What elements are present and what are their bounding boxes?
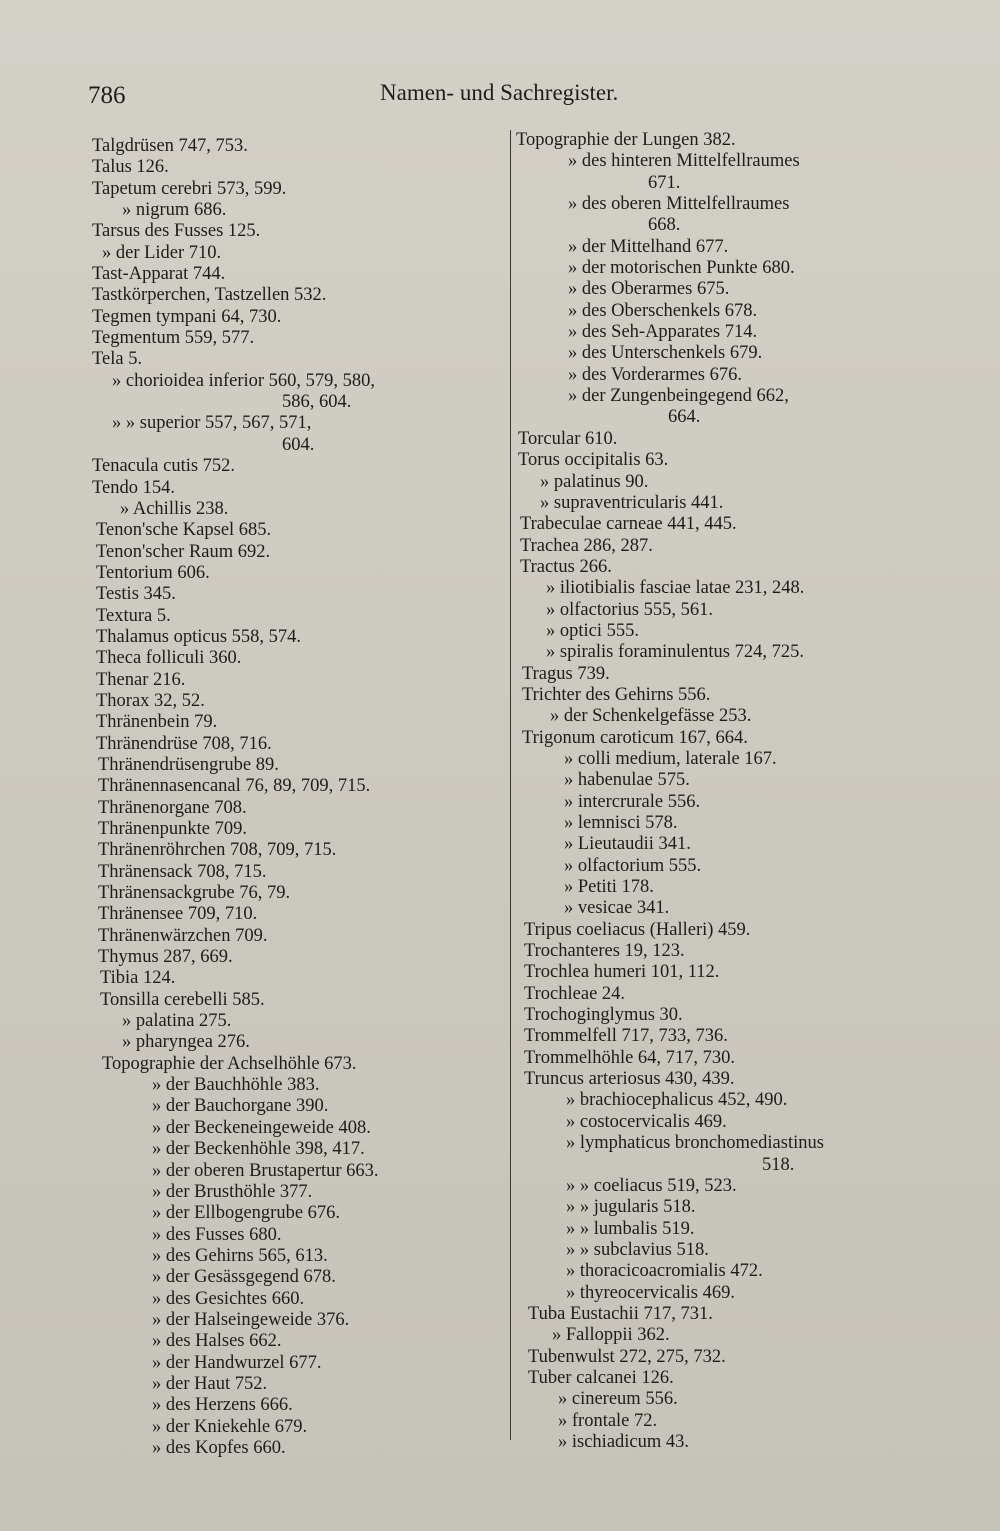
index-entry: Tractus 266. <box>520 556 612 577</box>
index-entry: Tubenwulst 272, 275, 732. <box>528 1346 726 1367</box>
index-entry: » der Beckenhöhle 398, 417. <box>152 1139 365 1160</box>
index-entry: Thränendrüse 708, 716. <box>96 733 272 754</box>
index-entry: » des Herzens 666. <box>152 1395 293 1416</box>
page-number: 786 <box>88 82 126 109</box>
index-entry: 668. <box>648 215 681 236</box>
index-entry: Thränenbein 79. <box>96 712 218 733</box>
index-entry: » olfactorium 555. <box>564 855 702 876</box>
index-entry: » der Zungenbeingegend 662, <box>568 386 789 407</box>
index-entry: Tragus 739. <box>522 663 610 684</box>
index-entry: » palatinus 90. <box>540 471 649 492</box>
index-entry: 518. <box>762 1154 795 1175</box>
index-entry: » der Schenkelgefässe 253. <box>550 706 752 727</box>
index-entry: » optici 555. <box>546 620 640 641</box>
index-entry: Trommelfell 717, 733, 736. <box>524 1026 728 1047</box>
index-entry: Trochleae 24. <box>524 983 626 1004</box>
index-entry: » der Bauchorgane 390. <box>152 1096 329 1117</box>
index-entry: Tastkörperchen, Tastzellen 532. <box>92 285 327 306</box>
index-entry: 604. <box>282 434 315 455</box>
index-entry: Tegmen tympani 64, 730. <box>92 306 282 327</box>
index-entry: » des Kopfes 660. <box>152 1437 286 1458</box>
index-entry: Thenar 216. <box>96 669 186 690</box>
index-entry: » der Beckeneingeweide 408. <box>152 1117 371 1138</box>
index-entry: » des Vorderarmes 676. <box>568 364 743 385</box>
index-entry: » der Kniekehle 679. <box>152 1416 308 1437</box>
index-entry: Topographie der Lungen 382. <box>516 130 736 150</box>
index-entry: » » coeliacus 519, 523. <box>566 1175 737 1196</box>
index-entry: » thyreocervicalis 469. <box>566 1282 736 1303</box>
index-entry: Thymus 287, 669. <box>98 947 233 968</box>
index-entry: Talus 126. <box>92 157 169 178</box>
index-entry: » spiralis foraminulentus 724, 725. <box>546 642 804 663</box>
index-entry: 586, 604. <box>282 392 352 413</box>
index-entry: Trochlea humeri 101, 112. <box>524 962 720 983</box>
index-entry: » des Seh-Apparates 714. <box>568 322 758 343</box>
index-entry: » des Gehirns 565, 613. <box>152 1245 328 1266</box>
index-entry: » thoracicoacromialis 472. <box>566 1261 763 1282</box>
index-entry: Thränenwärzchen 709. <box>98 925 268 946</box>
index-entry: Tripus coeliacus (Halleri) 459. <box>524 919 751 940</box>
index-entry: Trigonum caroticum 167, 664. <box>522 727 748 748</box>
index-entry: » der motorischen Punkte 680. <box>568 258 795 279</box>
index-column-right <box>516 130 946 1453</box>
index-entry: Torus occipitalis 63. <box>518 450 669 471</box>
index-entry: Torcular 610. <box>518 428 618 449</box>
index-entry: Thorax 32, 52. <box>96 690 205 711</box>
index-entry: Truncus arteriosus 430, 439. <box>524 1069 735 1090</box>
column-divider <box>510 130 511 1440</box>
index-entry: Trabeculae carneae 441, 445. <box>520 514 737 535</box>
index-entry: » der Halseingeweide 376. <box>152 1309 350 1330</box>
index-entry: 664. <box>668 407 701 428</box>
index-entry: » palatina 275. <box>122 1011 232 1032</box>
index-entry: Talgdrüsen 747, 753. <box>92 136 248 156</box>
index-entry: » der Bauchhöhle 383. <box>152 1075 320 1096</box>
index-entry: » brachiocephalicus 452, 490. <box>566 1090 788 1111</box>
index-entry: Tast-Apparat 744. <box>92 264 226 285</box>
index-entry: » lymphaticus bronchomediastinus <box>566 1133 824 1154</box>
index-entry: Thränenorgane 708. <box>98 797 247 818</box>
index-entry: » der Haut 752. <box>152 1373 268 1394</box>
index-entry: » » jugularis 518. <box>566 1197 696 1218</box>
index-column-left <box>92 136 502 1459</box>
index-entry: Tentorium 606. <box>96 562 210 583</box>
index-entry: Trochanteres 19, 123. <box>524 941 685 962</box>
index-entry: » pharyngea 276. <box>122 1032 250 1053</box>
index-entry: » Petiti 178. <box>564 877 654 898</box>
index-entry: Trommelhöhle 64, 717, 730. <box>524 1047 736 1068</box>
index-entry: Tegmentum 559, 577. <box>92 328 255 349</box>
index-entry: » colli medium, laterale 167. <box>564 748 777 769</box>
index-entry: Testis 345. <box>96 584 176 605</box>
index-entry: » » lumbalis 519. <box>566 1218 695 1239</box>
index-entry: » des Fusses 680. <box>152 1224 282 1245</box>
index-entry: » des Unterschenkels 679. <box>568 343 763 364</box>
index-entry: » der Ellbogengrube 676. <box>152 1203 341 1224</box>
index-entry: Topographie der Achselhöhle 673. <box>102 1053 357 1074</box>
index-entry: Tuber calcanei 126. <box>528 1367 674 1388</box>
index-entry: » vesicae 341. <box>564 898 670 919</box>
index-entry: » Lieutaudii 341. <box>564 834 691 855</box>
index-entry: » des oberen Mittelfellraumes <box>568 194 790 215</box>
index-entry: » frontale 72. <box>558 1410 658 1431</box>
index-entry: Thränensackgrube 76, 79. <box>98 883 291 904</box>
index-entry: Textura 5. <box>96 605 171 626</box>
index-entry: » supraventricularis 441. <box>540 492 724 513</box>
index-entry: » » superior 557, 567, 571, <box>112 413 312 434</box>
index-entry: Thränenpunkte 709. <box>98 819 247 839</box>
index-entry: Tela 5. <box>92 349 143 370</box>
index-entry: » der Gesässgegend 678. <box>152 1267 336 1288</box>
index-entry: » der Handwurzel 677. <box>152 1352 322 1373</box>
index-entry: Thränensee 709, 710. <box>98 904 258 925</box>
index-entry: Tonsilla cerebelli 585. <box>100 989 265 1010</box>
index-entry: » der Mittelhand 677. <box>568 236 729 257</box>
index-entry: Tenacula cutis 752. <box>92 456 236 477</box>
index-entry: » ischiadicum 43. <box>558 1431 690 1452</box>
index-entry: Thalamus opticus 558, 574. <box>96 626 302 647</box>
index-entry: » » subclavius 518. <box>566 1239 709 1260</box>
running-header-title: Namen- und Sachregister. <box>380 80 619 105</box>
index-entry: Thränensack 708, 715. <box>98 861 267 882</box>
index-entry: Thränennasencanal 76, 89, 709, 715. <box>98 776 371 797</box>
index-entry: Trochoginglymus 30. <box>524 1005 683 1026</box>
index-entry: » olfactorius 555, 561. <box>546 599 713 620</box>
index-entry: » des Oberarmes 675. <box>568 279 730 300</box>
index-entry: 671. <box>648 172 681 193</box>
index-entry: » intercrurale 556. <box>564 791 701 812</box>
index-entry: » cinereum 556. <box>558 1389 678 1410</box>
index-entry: Thränenröhrchen 708, 709, 715. <box>98 840 337 861</box>
index-entry: » der oberen Brustapertur 663. <box>152 1160 379 1181</box>
index-entry: Theca folliculi 360. <box>96 648 242 669</box>
index-entry: Thränendrüsengrube 89. <box>98 754 279 775</box>
index-entry: » der Lider 710. <box>102 242 222 263</box>
index-entry: » Achillis 238. <box>120 498 229 519</box>
index-entry: Tapetum cerebri 573, 599. <box>92 178 287 199</box>
index-entry: » nigrum 686. <box>122 200 227 221</box>
index-entry: » des Halses 662. <box>152 1331 282 1352</box>
index-entry: » costocervicalis 469. <box>566 1111 727 1132</box>
index-entry: » Falloppii 362. <box>552 1325 670 1346</box>
index-entry: » des Oberschenkels 678. <box>568 300 758 321</box>
index-entry: Tibia 124. <box>100 968 176 989</box>
index-entry: » der Brusthöhle 377. <box>152 1181 313 1202</box>
index-entry: Tendo 154. <box>92 477 175 498</box>
index-entry: » habenulae 575. <box>564 770 690 791</box>
index-entry: » des hinteren Mittelfellraumes <box>568 151 800 172</box>
index-entry: Tuba Eustachii 717, 731. <box>528 1303 713 1324</box>
index-entry: Tenon'sche Kapsel 685. <box>96 520 272 541</box>
index-entry: Tenon'scher Raum 692. <box>96 541 271 562</box>
index-entry: » des Gesichtes 660. <box>152 1288 305 1309</box>
index-entry: » iliotibialis fasciae latae 231, 248. <box>546 578 805 599</box>
index-entry: Trichter des Gehirns 556. <box>522 684 711 705</box>
index-entry: » lemnisci 578. <box>564 813 678 833</box>
index-entry: Trachea 286, 287. <box>520 535 653 556</box>
index-entry: Tarsus des Fusses 125. <box>92 221 261 242</box>
index-entry: » chorioidea inferior 560, 579, 580, <box>112 370 376 391</box>
